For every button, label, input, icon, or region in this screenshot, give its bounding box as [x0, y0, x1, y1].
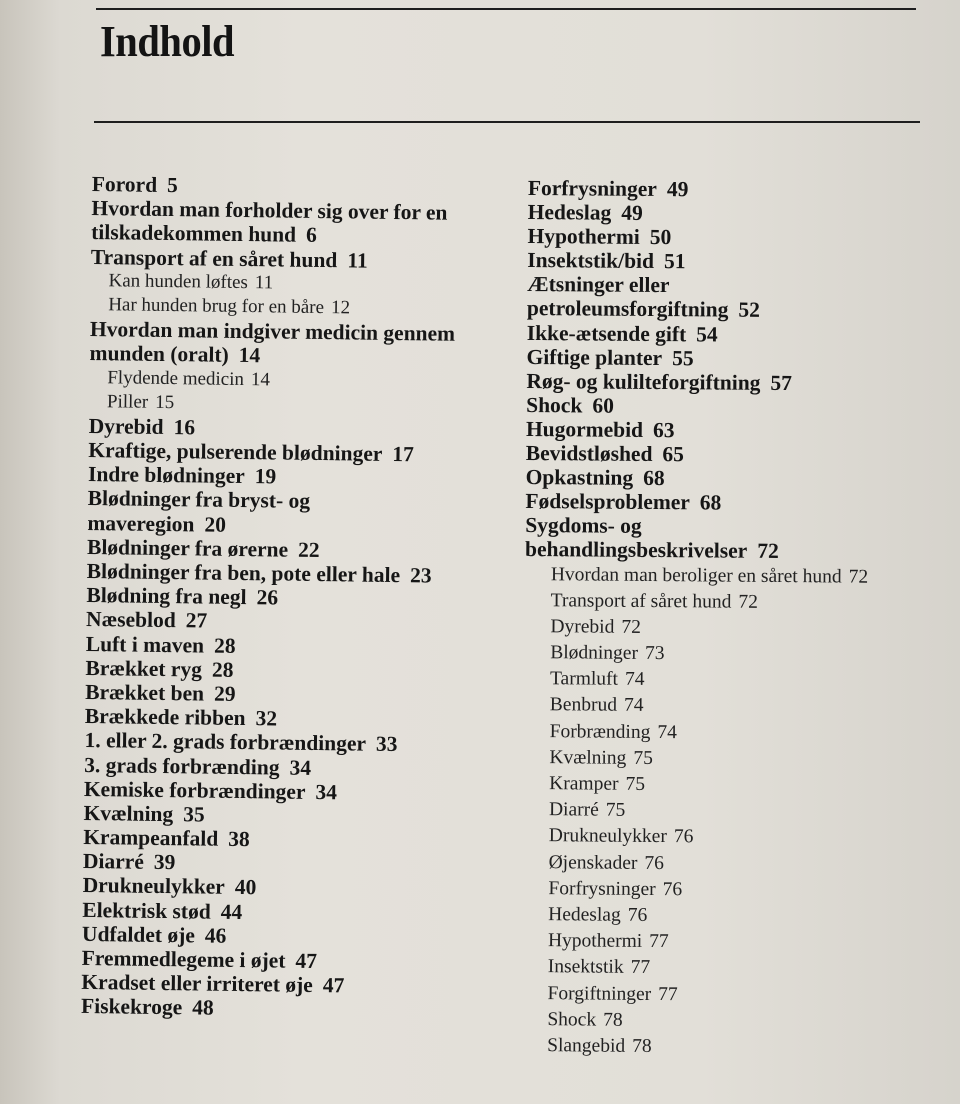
- toc-page-number: 11: [347, 247, 368, 273]
- toc-entry-title: Hypothermi: [547, 930, 643, 953]
- toc-entry-title: Kramper: [549, 773, 619, 795]
- toc-page-number: 74: [624, 669, 645, 691]
- toc-entry-title: Diarré: [82, 849, 145, 874]
- toc-page-number: 22: [297, 537, 320, 562]
- toc-page-number: 28: [211, 657, 234, 682]
- toc-entry-title: Ikke-ætsende gift: [526, 320, 687, 346]
- toc-entry-title: Giftige planter: [526, 344, 663, 370]
- toc-entry: [528, 200, 871, 227]
- toc-entry-title: Kradset eller irriteret øje: [81, 970, 313, 998]
- toc-entry-title: Forgiftninger: [547, 982, 652, 1005]
- toc-page-number: 75: [625, 773, 646, 795]
- toc-page-number: 44: [220, 899, 243, 924]
- toc-entry-title: Krampeanfald: [83, 825, 219, 851]
- toc-entry-title: Brækkede ribben: [84, 704, 246, 731]
- toc-page-number: 52: [738, 298, 760, 323]
- toc-left-column: [81, 172, 457, 1023]
- toc-subentry: [522, 928, 865, 957]
- toc-page-number: 38: [228, 826, 250, 852]
- toc-page-number: 17: [392, 442, 415, 467]
- toc-entry-title: maveregion: [87, 510, 195, 536]
- toc-entry-title: Transport af såret hund: [550, 589, 732, 613]
- toc-page-number: 74: [657, 721, 677, 743]
- toc-subentry: [521, 1033, 864, 1062]
- toc-entry-title: Forbrænding: [549, 720, 651, 743]
- toc-entry-title: Forfrysninger: [548, 877, 656, 900]
- toc-subentry: [524, 719, 867, 748]
- toc-page-number: 26: [256, 585, 279, 610]
- toc-subentry: [521, 980, 864, 1009]
- toc-entry-title: Hugormebid: [525, 416, 644, 442]
- toc-page-number: 76: [627, 904, 648, 926]
- toc-entry-title: Bevidstløshed: [525, 441, 653, 467]
- toc-page-number: 49: [621, 200, 643, 225]
- toc-subentry: [522, 876, 865, 905]
- toc-page-number: 40: [234, 875, 257, 900]
- toc-entry-title: Hvordan man beroliger en såret hund: [550, 563, 842, 587]
- toc-page-number: 23: [409, 563, 432, 588]
- toc-entry-title: Forfrysninger: [527, 176, 657, 202]
- toc-page-number: 77: [658, 983, 678, 1005]
- toc-entry-title: Diarré: [548, 799, 599, 821]
- toc-subentry: [523, 797, 866, 826]
- toc-page-number: 55: [672, 345, 694, 370]
- toc-subentry: [524, 640, 867, 669]
- toc-entry-title: Dyrebid: [550, 616, 615, 638]
- toc-page-number: 50: [649, 225, 672, 250]
- toc-entry-title: Kan hunden løftes: [108, 269, 249, 293]
- toc-entry-title: Benbrud: [549, 694, 618, 717]
- toc-entry-title: Blødninger fra bryst- og: [87, 486, 311, 514]
- toc-page-number: 65: [662, 442, 685, 467]
- toc-page-number: 78: [632, 1035, 652, 1057]
- toc-page-number: 34: [289, 755, 312, 780]
- toc-entry-title: Insektstik: [547, 956, 624, 979]
- toc-page-number: 54: [696, 321, 718, 347]
- toc-entry-title: Ætsninger eller: [527, 272, 670, 298]
- toc-entry-title: Opkastning: [525, 465, 634, 490]
- toc-entry: [526, 465, 869, 492]
- toc-entry-title: Kvælning: [549, 746, 627, 769]
- toc-page-number: 68: [643, 466, 665, 491]
- toc-subentry: [523, 850, 866, 879]
- toc-entry-title: Sygdoms- og: [525, 513, 642, 539]
- toc-entry: [527, 224, 870, 251]
- toc-page-number: 75: [633, 747, 653, 769]
- toc-page-number: 77: [630, 957, 651, 979]
- toc-page-number: 28: [213, 633, 236, 658]
- toc-subentry: [523, 745, 866, 774]
- toc-page-number: 72: [621, 616, 641, 638]
- toc-page-number: 49: [666, 177, 689, 202]
- toc-entry-title: Hypothermi: [527, 224, 640, 250]
- toc-page-number: 34: [315, 779, 338, 804]
- page-title: Indhold: [100, 17, 235, 66]
- toc-page-number: 68: [699, 490, 722, 515]
- toc-entry-title: Fiskekroge: [80, 994, 183, 1020]
- toc-subentry: [524, 692, 867, 721]
- toc-subentry: [524, 666, 867, 695]
- toc-entry: [525, 489, 868, 516]
- toc-entry-title: Næseblod: [85, 607, 176, 633]
- toc-page-number: 20: [204, 512, 227, 537]
- toc-entry-title: Transport af en såret hund: [90, 244, 338, 272]
- toc-entry: [526, 369, 869, 396]
- toc-page-number: 5: [166, 172, 179, 198]
- toc-page-number: 75: [605, 799, 626, 821]
- toc-subentry: [524, 614, 867, 643]
- toc-entry-title: Tarmluft: [549, 668, 619, 690]
- toc-entry-title: 3. grads forbrænding: [84, 752, 280, 780]
- toc-entry-title: Blødninger fra ben, pote eller hale: [86, 558, 401, 588]
- toc-entry-title: Brækket ben: [85, 679, 205, 706]
- toc-entry-title: Shock: [526, 392, 583, 418]
- toc-entry-title: Hedeslag: [527, 200, 612, 225]
- toc-subentry: [522, 954, 865, 983]
- toc-page-number: 14: [250, 368, 271, 390]
- toc-entry-title: Forord: [91, 172, 158, 197]
- toc-entry-title: behandlingsbeskrivelser: [524, 537, 748, 564]
- toc-page-number: 16: [173, 414, 196, 440]
- toc-entry: [526, 441, 869, 468]
- toc-page-number: 76: [673, 826, 694, 848]
- toc-page-number: 60: [592, 393, 614, 418]
- toc-entry-title: Udfaldet øje: [81, 921, 196, 948]
- toc-subentry: [523, 771, 866, 800]
- toc-page-number: 72: [757, 539, 779, 564]
- toc-entry-title: Hvordan man indgiver medicin gennem: [89, 317, 456, 346]
- toc-page-number: 72: [738, 591, 758, 613]
- toc-page-number: 46: [204, 923, 227, 948]
- toc-entry-title: Slangebid: [547, 1035, 626, 1057]
- toc-entry-title: Kraftige, pulserende blødninger: [88, 438, 383, 466]
- toc-entry-title: Har hunden brug for en båre: [108, 294, 325, 318]
- toc-page-number: 11: [254, 271, 274, 294]
- toc-entry-title: Røg- og kulilteforgiftning: [526, 368, 761, 395]
- toc-entry-title: Fremmedlegeme i øjet: [81, 945, 286, 973]
- toc-page-number: 72: [848, 566, 869, 588]
- toc-page-number: 15: [155, 391, 175, 413]
- toc-entry: [527, 321, 870, 348]
- toc-entry: [525, 537, 868, 564]
- toc-entry-title: Hedeslag: [548, 904, 621, 926]
- toc-page-number: 51: [663, 249, 686, 274]
- toc-page-number: 12: [330, 297, 351, 319]
- toc-entry-title: 1. eller 2. grads forbrændinger: [84, 728, 367, 756]
- toc-subentry: [523, 823, 866, 852]
- toc-entry-title: petroleumsforgiftning: [526, 296, 729, 323]
- toc-page-number: 32: [255, 706, 278, 731]
- toc-entry-title: Fødselsproblemer: [525, 489, 690, 515]
- toc-entry-title: Flydende medicin: [107, 366, 245, 390]
- toc-page-number: 27: [185, 608, 208, 633]
- toc-entry-title: Insektstik/bid: [527, 248, 655, 274]
- title-rule: [94, 121, 920, 123]
- toc-page-number: 14: [238, 343, 261, 368]
- toc-subentry: [522, 902, 865, 931]
- toc-entry-title: Luft i maven: [85, 631, 205, 658]
- toc-entry-title: Kvælning: [83, 800, 174, 826]
- toc-entry-title: Blødninger fra ørerne: [86, 534, 289, 562]
- toc-right-column: [521, 176, 871, 1062]
- toc-entry: [525, 513, 868, 540]
- toc-page-number: 39: [153, 850, 176, 875]
- toc-entry-title: Blødning fra negl: [86, 583, 247, 610]
- toc-entry-title: Hvordan man forholder sig over for en: [91, 196, 448, 225]
- toc-page-number: 47: [322, 973, 345, 998]
- toc-subentry: [525, 561, 868, 590]
- toc-entry-title: Blødninger: [550, 642, 639, 664]
- toc-entry: [526, 393, 869, 420]
- toc-page-number: 35: [183, 802, 205, 827]
- top-rule: [96, 8, 916, 10]
- toc-page-number: 63: [652, 417, 675, 443]
- toc-subentry: [521, 1007, 864, 1036]
- toc-entry: [81, 994, 446, 1023]
- toc-page-number: 76: [662, 878, 683, 900]
- toc-page-number: 77: [649, 931, 669, 953]
- toc-entry-title: Øjenskader: [548, 851, 638, 874]
- toc-page-number: 33: [375, 732, 398, 757]
- toc-entry-title: Drukneulykker: [548, 825, 667, 848]
- toc-entry-title: Shock: [547, 1008, 597, 1031]
- toc-entry: [526, 417, 869, 444]
- toc-entry-title: Elektrisk stød: [82, 897, 211, 924]
- toc-page-number: 47: [295, 948, 318, 974]
- toc-page-number: 74: [623, 695, 644, 717]
- toc-page-number: 78: [603, 1009, 623, 1031]
- toc-page-number: 57: [770, 370, 793, 395]
- toc-entry-title: Indre blødninger: [87, 462, 245, 489]
- toc-page-number: 29: [213, 681, 236, 706]
- toc-entry-title: Piller: [106, 390, 149, 413]
- toc-page-number: 6: [305, 223, 318, 248]
- toc-entry: [527, 272, 870, 299]
- toc-page-number: 19: [254, 464, 277, 489]
- toc-page-number: 73: [644, 642, 665, 665]
- toc-entry: [526, 345, 869, 372]
- toc-entry-title: munden (oralt): [89, 341, 229, 368]
- toc-entry: [527, 248, 870, 275]
- toc-entry-title: Dyrebid: [88, 413, 164, 439]
- toc-entry-title: tilskadekommen hund: [91, 220, 297, 248]
- toc-page-number: 76: [644, 852, 665, 874]
- toc-entry: [527, 296, 870, 323]
- toc-entry-title: Kemiske forbrændinger: [83, 776, 306, 804]
- toc-page-number: 48: [192, 995, 214, 1021]
- toc-subentry: [525, 588, 868, 617]
- toc-entry-title: Drukneulykker: [82, 873, 225, 900]
- toc-entry: [528, 176, 871, 203]
- toc-entry-title: Brækket ryg: [85, 655, 203, 682]
